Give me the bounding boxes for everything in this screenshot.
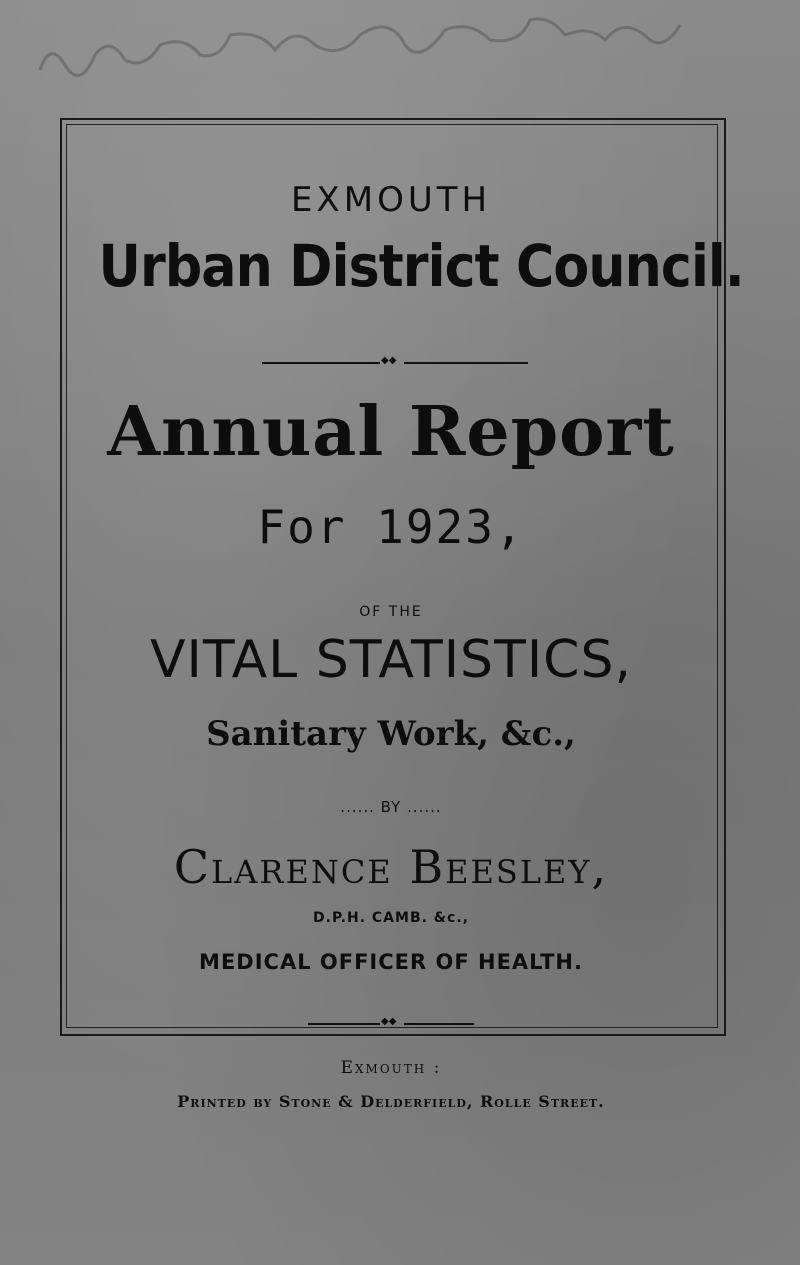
council-heading: Urban District Council. [98,232,744,300]
divider-rule-right [404,362,528,364]
diamond-ornament-icon: ◆◆ [381,355,397,366]
vital-statistics-heading: VITAL STATISTICS, [149,630,633,690]
divider-rule-left [262,362,380,364]
diamond-ornament-icon-2: ◆◆ [381,1016,397,1027]
author-name: Clarence Beesley, [173,840,609,894]
divider-rule-right-2 [404,1023,474,1025]
author-degree: D.P.H. CAMB. &c., [313,910,469,926]
handwritten-scribble [0,0,800,100]
sanitary-work-heading: Sanitary Work, &c., [206,714,576,754]
report-title: Annual Report [107,392,675,472]
imprint-printer: Printed by Stone & Delderfield, Rolle Street. [177,1092,605,1111]
title-page [66,124,744,1111]
imprint-place: Exmouth : [340,1058,442,1078]
town-heading: EXMOUTH [290,180,492,220]
report-year: For 1923, [257,500,525,554]
author-role: MEDICAL OFFICER OF HEALTH. [199,950,583,974]
divider-rule-left-2 [308,1023,380,1025]
by-label: ...... BY ...... [340,798,442,816]
of-the-label: OF THE [359,604,423,620]
